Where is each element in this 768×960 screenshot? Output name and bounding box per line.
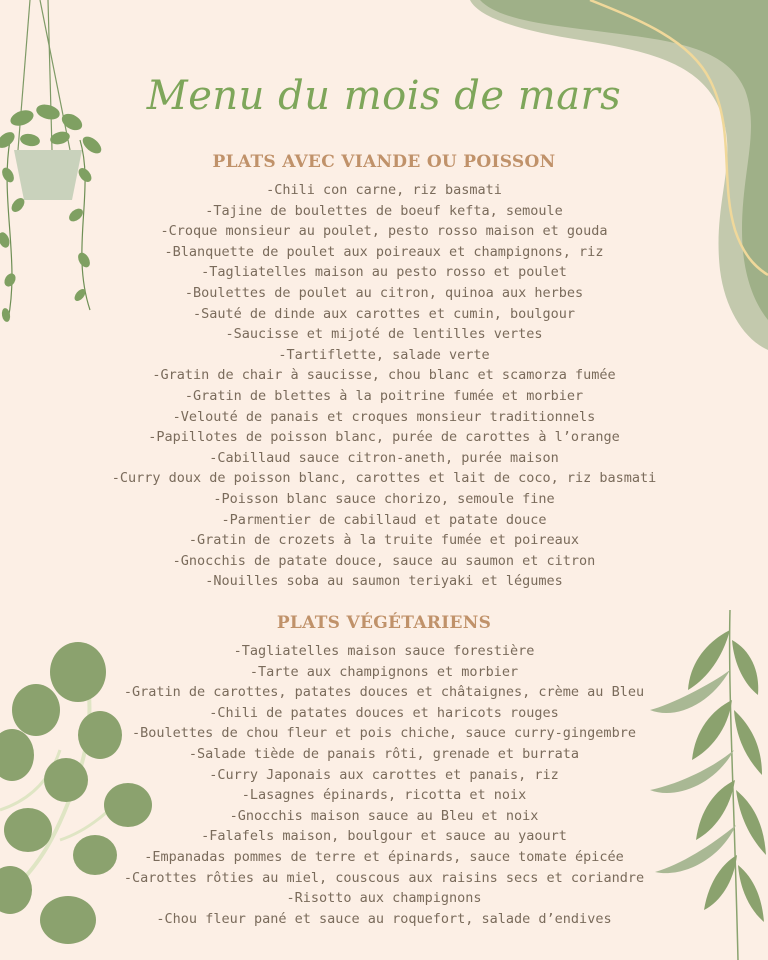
list-item: -Cabillaud sauce citron-aneth, purée maison xyxy=(209,449,559,466)
list-item: -Parmentier de cabillaud et patate douce xyxy=(221,511,547,528)
list-item: -Velouté de panais et croques monsieur traditionnels xyxy=(172,408,596,425)
list-item: -Lasagnes épinards, ricotta et noix xyxy=(241,787,527,804)
list-item: -Curry doux de poisson blanc, carottes et lait de coco, riz basmati xyxy=(111,470,657,487)
list-item: -Tagliatelles maison sauce forestière xyxy=(233,643,535,659)
list-item: -Gratin de crozets à la truite fumée et poireaux xyxy=(188,532,580,549)
list-item: -Papillotes de poisson blanc, purée de carottes à l’orange xyxy=(148,429,620,446)
list-item: -Chili con carne, riz basmati xyxy=(266,182,502,198)
list-item: -Saucisse et mijoté de lentilles vertes xyxy=(225,326,543,343)
dish-list-meat-fish xyxy=(0,180,768,592)
list-item: -Curry Japonais aux carottes et panais, riz xyxy=(209,766,559,783)
list-item: -Tagliatelles maison au pesto rosso et poulet xyxy=(201,264,567,281)
page-title: Menu du mois de mars xyxy=(146,73,622,119)
list-item: -Croque monsieur au poulet, pesto rosso maison et gouda xyxy=(160,223,608,240)
section-heading-vegetarian: PLATS VÉGÉTARIENS xyxy=(276,613,492,633)
list-item: -Boulettes de poulet au citron, quinoa aux herbes xyxy=(184,284,584,301)
list-item: -Tarte aux champignons et morbier xyxy=(249,663,519,680)
list-item: -Falafels maison, boulgour et sauce au yaourt xyxy=(201,828,567,845)
dish-list-vegetarian xyxy=(0,641,768,929)
list-item: -Gratin de carottes, patates douces et châtaignes, crème au Bleu xyxy=(123,684,645,701)
list-item: -Chou fleur pané et sauce au roquefort, salade d’endives xyxy=(156,910,612,927)
list-item: -Tartiflette, salade verte xyxy=(278,346,490,363)
list-item: -Gnocchis de patate douce, sauce au saumon et citron xyxy=(172,552,596,569)
list-item: -Gnocchis maison sauce au Bleu et noix xyxy=(229,807,539,824)
list-item: -Poisson blanc sauce chorizo, semoule fine xyxy=(213,490,555,507)
section-heading-meat-fish: PLATS AVEC VIANDE OU POISSON xyxy=(212,152,556,172)
list-item: -Empanadas pommes de terre et épinards, sauce tomate épicée xyxy=(144,848,624,865)
list-item: -Risotto aux champignons xyxy=(286,890,482,907)
list-item: -Sauté de dinde aux carottes et cumin, boulgour xyxy=(192,305,575,322)
list-item: -Tajine de boulettes de boeuf kefta, semoule xyxy=(205,202,563,219)
list-item: -Chili de patates douces et haricots rouges xyxy=(209,704,559,721)
list-item: -Carottes rôties au miel, couscous aux raisins secs et coriandre xyxy=(123,869,645,886)
list-item: -Boulettes de chou fleur et pois chiche, sauce curry-gingembre xyxy=(132,725,636,742)
list-item: -Blanquette de poulet aux poireaux et champignons, riz xyxy=(164,243,604,260)
list-item: -Gratin de blettes à la poitrine fumée et morbier xyxy=(184,387,584,404)
list-item: -Salade tiède de panais rôti, grenade et burrata xyxy=(188,745,580,762)
list-item: -Gratin de chair à saucisse, chou blanc et scamorza fumée xyxy=(152,367,616,384)
list-item: -Nouilles soba au saumon teriyaki et légumes xyxy=(205,573,563,590)
